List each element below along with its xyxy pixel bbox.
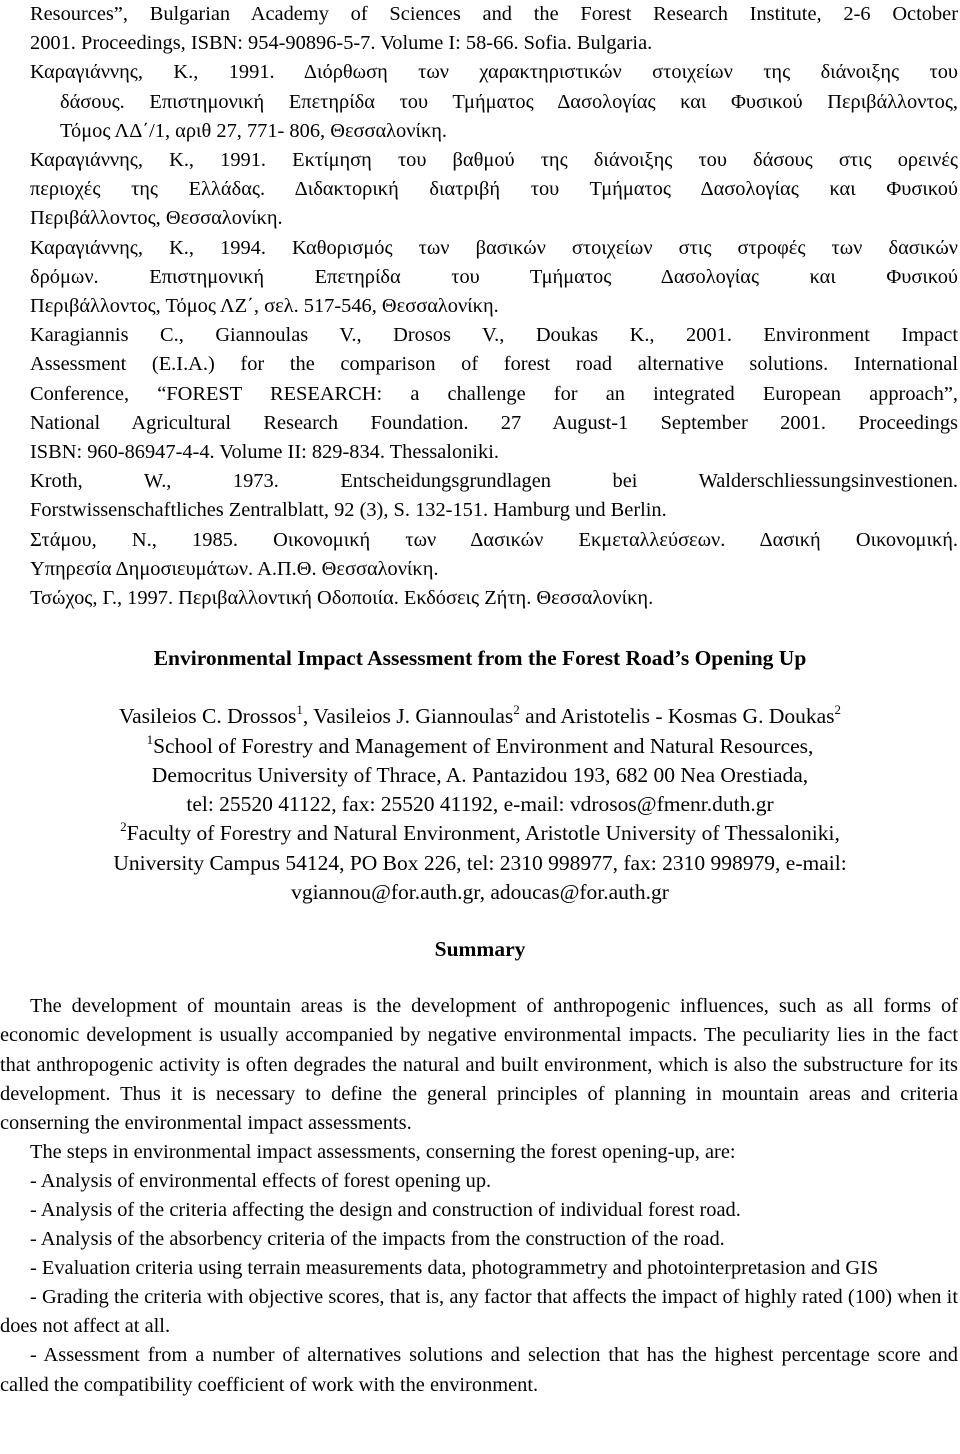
summary-step: - Analysis of the absorbency criteria of the impacts from the construction of the road. (30, 1228, 725, 1251)
affiliation-marker: 2 (513, 702, 520, 718)
affiliation-marker: 2 (120, 819, 127, 835)
reference-line: Περιβάλλοντος, Τόμος ΛΖ΄, σελ. 517-546, Θεσσαλονίκη. (30, 295, 499, 318)
summary-paragraph: The steps in environmental impact assessments, conserning the forest opening-up, are: (30, 1140, 736, 1163)
affiliation-line: vgiannou@for.auth.gr, adoucas@for.auth.gr (291, 880, 669, 905)
summary-heading: Summary (434, 937, 526, 962)
reference-line: Στάμου, Ν., 1985. Οικονομική των Δασικών Εκμεταλλεύσεων. Δασική Οικονομική. (30, 528, 958, 551)
reference-line: δάσους. Επιστημονική Επετηρίδα του Τμήματος Δασολογίας και Φυσικού Περιβάλλοντος, (60, 90, 958, 113)
summary-step: - Analysis of environmental effects of forest opening up. (30, 1169, 492, 1192)
summary-paragraph: The development of mountain areas is the development of anthropogenic influences, such as all forms of economic development is usually accompanied by negative environmental impacts. The peculiarity lies in the fact that anthropogenic activity is often degrades the natural and built environment, which is also the substructure for its development. Thus it is necessary to define the general principles of planning in mountain areas and criteria conserning the environmental impact assessments. (0, 995, 958, 1134)
reference-line: Τσώχος, Γ., 1997. Περιβαλλοντική Οδοποιία. Εκδόσεις Ζήτη. Θεσσαλονίκη. (30, 587, 654, 610)
author-name: , Vasileios J. Giannoulas (302, 704, 514, 729)
affiliation-line: University Campus 54124, PO Box 226, tel: 2310 998977, fax: 2310 998979, e-mail: (113, 850, 847, 875)
reference-line: Τόμος ΛΔ΄/1, αριθ 27, 771- 806, Θεσσαλονίκη. (60, 119, 447, 142)
reference-line: Περιβάλλοντος, Θεσσαλονίκη. (30, 207, 283, 230)
reference-item (30, 584, 958, 613)
affiliation-marker: 2 (834, 702, 842, 718)
author-name: and Aristotelis - Kosmas G. Doukas (519, 704, 835, 729)
reference-line: Resources”, Bulgarian Academy of Sciences and the Forest Research Institute, 2-6 October (30, 3, 958, 25)
reference-item (30, 234, 958, 322)
affiliation-2 (2, 819, 958, 907)
reference-line: Kroth, W., 1973. Entscheidungsgrundlagen bei Walderschliessungsinvestionen. (30, 470, 958, 493)
summary-body (0, 992, 958, 1399)
paper-title: Environmental Impact Assessment from the Forest Road’s Opening Up (153, 646, 807, 671)
reference-line: δρόμων. Επιστημονική Επετηρίδα του Τμήματος Δασολογίας και Φυσικού (30, 265, 958, 288)
summary-step: - Evaluation criteria using terrain measurements data, photogrammetry and photointerpretasion and GIS (30, 1257, 879, 1280)
reference-line: Conference, “FOREST RESEARCH: a challenge for an integrated European approach”, (30, 382, 958, 405)
summary-step: - Analysis of the criteria affecting the design and construction of individual forest road. (30, 1199, 741, 1221)
reference-line: Καραγιάννης, Κ., 1991. Εκτίμηση του βαθμού της διάνοιξης του δάσους στις ορεινές (30, 149, 958, 172)
reference-line: Υπηρεσία Δημοσιευμάτων. Α.Π.Θ. Θεσσαλονίκη. (30, 557, 439, 580)
references-list (30, 0, 958, 613)
affiliation-1 (2, 732, 958, 820)
affiliation-marker: 1 (296, 702, 303, 718)
reference-item (30, 0, 958, 58)
summary-step: - Assessment from a number of alternatives solutions and selection that has the highest percentage score and called the compatibility coefficient of work with the environment. (0, 1344, 958, 1396)
reference-line: Καραγιάννης, Κ., 1991. Διόρθωση των χαρακτηριστικών στοιχείων της διάνοιξης του (30, 61, 958, 84)
reference-line: Assessment (E.I.A.) for the comparison of forest road alternative solutions. International (30, 353, 958, 376)
reference-line: Karagiannis C., Giannoulas V., Drosos V., Doukas K., 2001. Environment Impact (30, 324, 958, 347)
affiliation-line: Faculty of Forestry and Natural Environment, Aristotle University of Thessaloniki, (126, 821, 840, 846)
reference-line: National Agricultural Research Foundation. 27 August-1 September 2001. Proceedings (30, 411, 958, 434)
author-name: Vasileios C. Drossos (118, 704, 297, 729)
reference-line: περιοχές της Ελλάδας. Διδακτορική διατριβή του Τμήματος Δασολογίας και Φυσικού (30, 178, 958, 201)
reference-item (30, 467, 958, 525)
reference-item (30, 58, 958, 146)
affiliation-line: School of Forestry and Management of Environment and Natural Resources, (153, 733, 814, 758)
reference-line: 2001. Proceedings, ISBN: 954-90896-5-7. Volume I: 58-66. Sofia. Bulgaria. (30, 32, 653, 55)
reference-line: ISBN: 960-86947-4-4. Volume II: 829-834. Thessaloniki. (30, 441, 499, 464)
reference-item (30, 321, 958, 467)
affiliation-marker: 1 (146, 731, 154, 747)
affiliation-line: tel: 25520 41122, fax: 25520 41192, e-mail: vdrosos@fmenr.duth.gr (186, 792, 774, 817)
author-list (2, 702, 958, 731)
affiliation-line: Democritus University of Thrace, A. Pantazidou 193, 682 00 Nea Orestiada, (151, 762, 809, 787)
reference-item (30, 526, 958, 584)
reference-line: Καραγιάννης, Κ., 1994. Καθορισμός των βασικών στοιχείων στις στροφές των δασικών (30, 236, 958, 259)
reference-line: Forstwissenschaftliches Zentralblatt, 92 (3), S. 132-151. Hamburg und Berlin. (30, 499, 667, 522)
authors-block (2, 702, 958, 907)
reference-item (30, 146, 958, 234)
summary-step: - Grading the criteria with objective scores, that is, any factor that affects the impact of highly rated (100) when it does not affect at all. (0, 1286, 958, 1338)
